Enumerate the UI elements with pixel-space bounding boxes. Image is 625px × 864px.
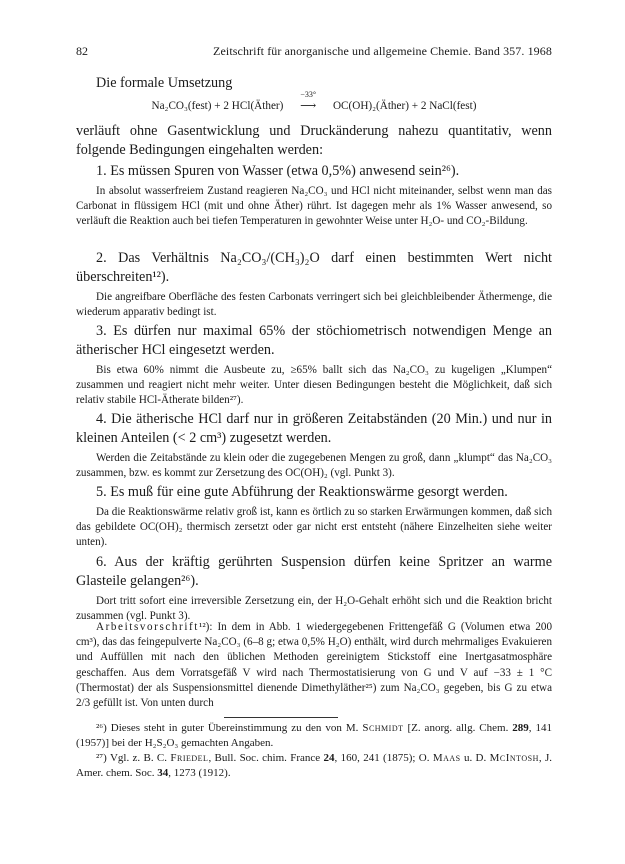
procedure-text: : In dem in Abb. 1 wiedergegebenen Frittengefäß G (Volumen etwa 200 cm³), das das feingepulverte Na₂CO₃ (6–8 g; etwa 0,5% H₂O) enthält, wird durch mehrmaliges Evakuieren und Auffüllen mit nach den üblichen Methoden gereinigtem Stickstoff eine Inertgasatmosphäre geschaffen. Aus dem Vorratsgefäß V wird nach Thermostatisierung von G und V auf −33 ± 1 °C (Thermostat) der als Suspensionsmittel dienende Dimethyläther²⁵) zum Na₂CO₃ gegeben, bis G zu etwa 2/3 gefüllt ist. Von unten durch <box>76 621 552 710</box>
footnote-text: u. D. <box>460 752 490 764</box>
page-number: 82 <box>76 44 88 58</box>
footnote-rule <box>224 717 338 718</box>
equation-right: OC(OH)₂(Äther) + 2 NaCl(fest) <box>332 100 477 112</box>
equation-left: Na₂CO₃(fest) + 2 HCl(Äther) <box>151 100 284 112</box>
footnote-volume: 24 <box>323 752 335 764</box>
intro-line: Die formale Umsetzung <box>96 75 233 91</box>
condition-heading: 4. Die ätherische HCl darf nur in größeren Zeitabständen (20 Min.) und nur in kleinen Anteilen (< 2 cm³) zugesetzt werden. <box>76 411 552 446</box>
reaction-arrow <box>290 90 326 112</box>
footnote-text: Vgl. z. B. C. <box>106 752 171 764</box>
reaction-equation <box>76 90 552 112</box>
condition-4 <box>76 410 552 481</box>
footnote-text: , 1273 (1912). <box>168 767 231 779</box>
footnote-mark: ²⁶) <box>96 722 107 734</box>
footnote-author: McIntosh <box>489 752 539 764</box>
condition-heading: 2. Das Verhältnis Na₂CO₃/(CH₃)₂O darf einen bestimmten Wert nicht überschreiten¹²). <box>76 250 552 285</box>
intro-paragraph-block <box>76 122 552 160</box>
footnote-volume: 289 <box>512 722 529 734</box>
footnote-mark: ²⁷) <box>96 752 107 764</box>
intro-paragraph: verläuft ohne Gasentwicklung und Druckänderung nahezu quantitativ, wenn folgende Bedingungen eingehalten werden: <box>76 123 552 158</box>
condition-body: Da die Reaktionswärme relativ groß ist, kann es örtlich zu so starken Erwärmungen kommen, daß sich das gebildete OC(OH)₂ thermisch zersetzt oder gar nicht erst entsteht (nähere Einzelheiten siehe weiter unten). <box>76 506 552 549</box>
procedure-block <box>76 620 552 711</box>
arrow-icon: ⟶ <box>300 100 317 112</box>
procedure-paragraph <box>76 620 552 711</box>
condition-body: In absolut wasserfreiem Zustand reagieren Na₂CO₃ und HCl nicht miteinander, selbst wenn man das Carbonat in flüssigem HCl (mit und ohne Äther) rührt. Ist dagegen mehr als 1% Wasser anwesend, so verläuft die Reaktion auch bei tiefen Temperaturen in gewohnter Weise unter H₂O- und CO₂-Bildung. <box>76 185 552 228</box>
footnote-text: , J. Amer. chem. Soc. <box>76 752 553 779</box>
footnote-text: , 160, 241 (1875); O. <box>334 752 433 764</box>
condition-2 <box>76 249 552 320</box>
procedure-label: Arbeitsvorschrift <box>96 621 199 633</box>
footnote-text: , 141 (1957)] bei der H₂S₂O₃ gemachten Angaben. <box>76 722 553 749</box>
condition-heading: 5. Es muß für eine gute Abführung der Reaktionswärme gesorgt werden. <box>96 484 508 500</box>
footnote-author: Friedel <box>170 752 209 764</box>
condition-6 <box>76 553 552 624</box>
footnote-text: Dieses steht in guter Übereinstimmung zu den von M. <box>106 722 363 734</box>
condition-3 <box>76 322 552 409</box>
condition-heading: 3. Es dürfen nur maximal 65% der stöchiometrisch notwendigen Menge an ätherischer HCl eingesetzt werden. <box>76 323 552 358</box>
equation-condition: −33° <box>300 90 317 99</box>
condition-body: Dort tritt sofort eine irreversible Zersetzung ein, der H₂O-Gehalt erhöht sich und die Reaktion bricht zusammen (vgl. Punkt 3). <box>76 595 552 623</box>
journal-title: Zeitschrift für anorganische und allgemeine Chemie. Band 357. 1968 <box>213 44 552 58</box>
footnotes <box>76 721 552 781</box>
footnote-volume: 34 <box>157 767 169 779</box>
footnote-author: Schmidt <box>362 722 404 734</box>
condition-body: Werden die Zeitabstände zu klein oder die zugegebenen Mengen zu groß, dann „klumpt“ das Na₂CO₃ zusammen, bzw. es kommt zur Zersetzung des OC(OH)₂ (vgl. Punkt 3). <box>76 452 552 480</box>
condition-heading: 1. Es müssen Spuren von Wasser (etwa 0,5%) anwesend sein²⁶). <box>96 163 460 179</box>
footnote-text: , Bull. Soc. chim. France <box>208 752 324 764</box>
condition-1 <box>76 162 552 230</box>
condition-body: Die angreifbare Oberfläche des festen Carbonats verringert sich bei gleichbleibender Äthermenge, die wiederum apparativ bedingt ist. <box>76 291 552 319</box>
procedure-ref: ¹²) <box>199 621 210 633</box>
footnote-27 <box>76 751 552 781</box>
footnote-26 <box>76 721 552 751</box>
running-header <box>76 44 552 64</box>
footnote-text: [Z. anorg. allg. Chem. <box>403 722 513 734</box>
condition-heading: 6. Aus der kräftig gerührten Suspension dürfen keine Spritzer an warme Glasteile gelangen²⁶). <box>76 554 552 589</box>
footnote-author: Maas <box>432 752 461 764</box>
condition-5 <box>76 483 552 551</box>
condition-body: Bis etwa 60% nimmt die Ausbeute zu, ≥65% ballt sich das Na₂CO₃ zu kugeligen „Klumpen“ zusammen und reagiert nicht mehr weiter. Unter diesen Bedingungen besteht die Möglichkeit, daß sich relativ stabile HCl-Ätherate bilden²⁷). <box>76 364 552 407</box>
